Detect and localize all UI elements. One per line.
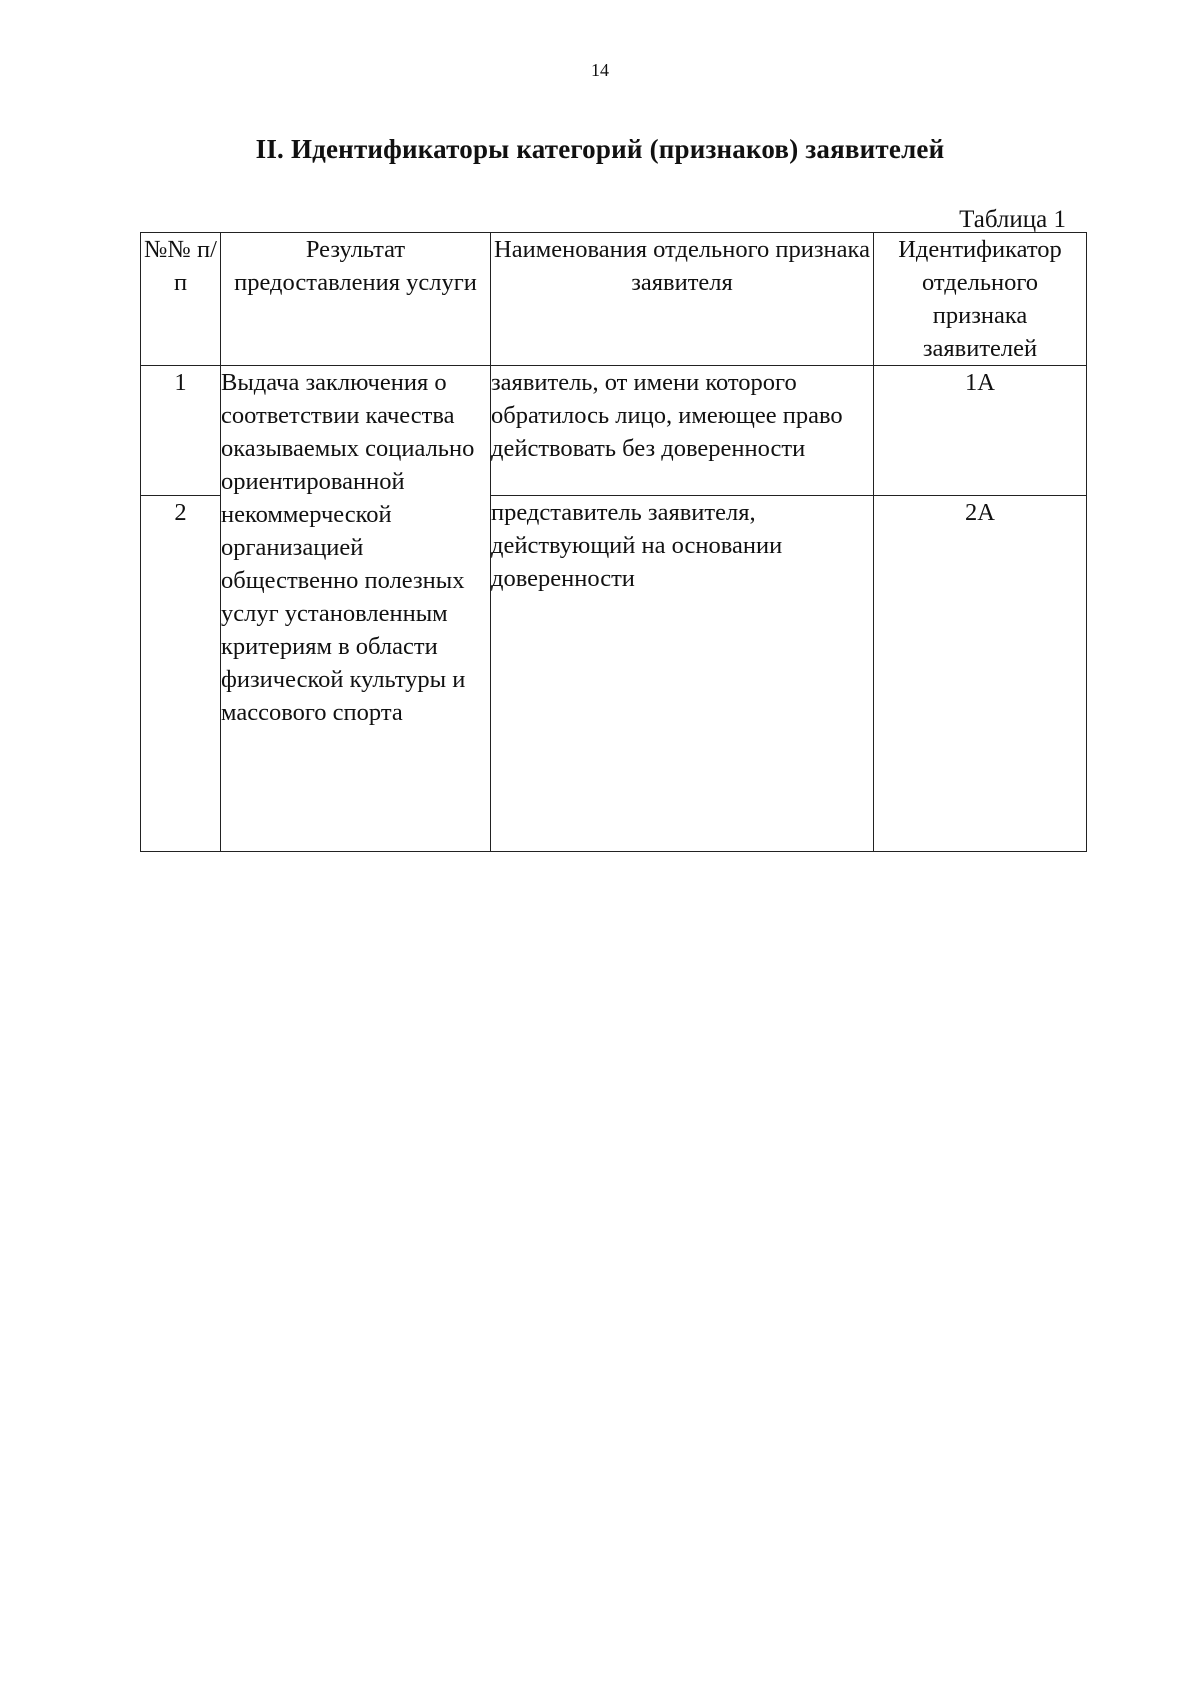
section-title: II. Идентификаторы категорий (признаков) заявителей xyxy=(255,134,945,164)
table-header-row xyxy=(141,233,1087,366)
header-identifier: Идентификатор отдельного признака заявителей xyxy=(874,233,1087,366)
applicant-identifiers-table xyxy=(140,232,1087,852)
header-number: №№ п/п xyxy=(141,233,221,366)
table-row xyxy=(141,366,1087,496)
header-result: Результат предоставления услуги xyxy=(221,233,491,366)
attribute-name-cell: заявитель, от имени которого обратилось лицо, имеющее право действовать без доверенности xyxy=(491,366,874,496)
table-caption: Таблица 1 xyxy=(959,206,1066,233)
attribute-name-cell: представитель заявителя, действующий на основании доверенности xyxy=(491,496,874,852)
service-result-cell: Выдача заключения о соответствии качества оказываемых социально ориентированной некоммерческой организацией общественно полезных услуг установленным критериям в области физической культуры и массового спорта xyxy=(221,366,491,852)
row-number: 1 xyxy=(141,366,221,496)
row-number: 2 xyxy=(141,496,221,852)
identifier-cell: 1А xyxy=(874,366,1087,496)
identifier-cell: 2А xyxy=(874,496,1087,852)
page-number: 14 xyxy=(591,60,609,80)
header-attribute-name: Наименования отдельного признака заявителя xyxy=(491,233,874,366)
